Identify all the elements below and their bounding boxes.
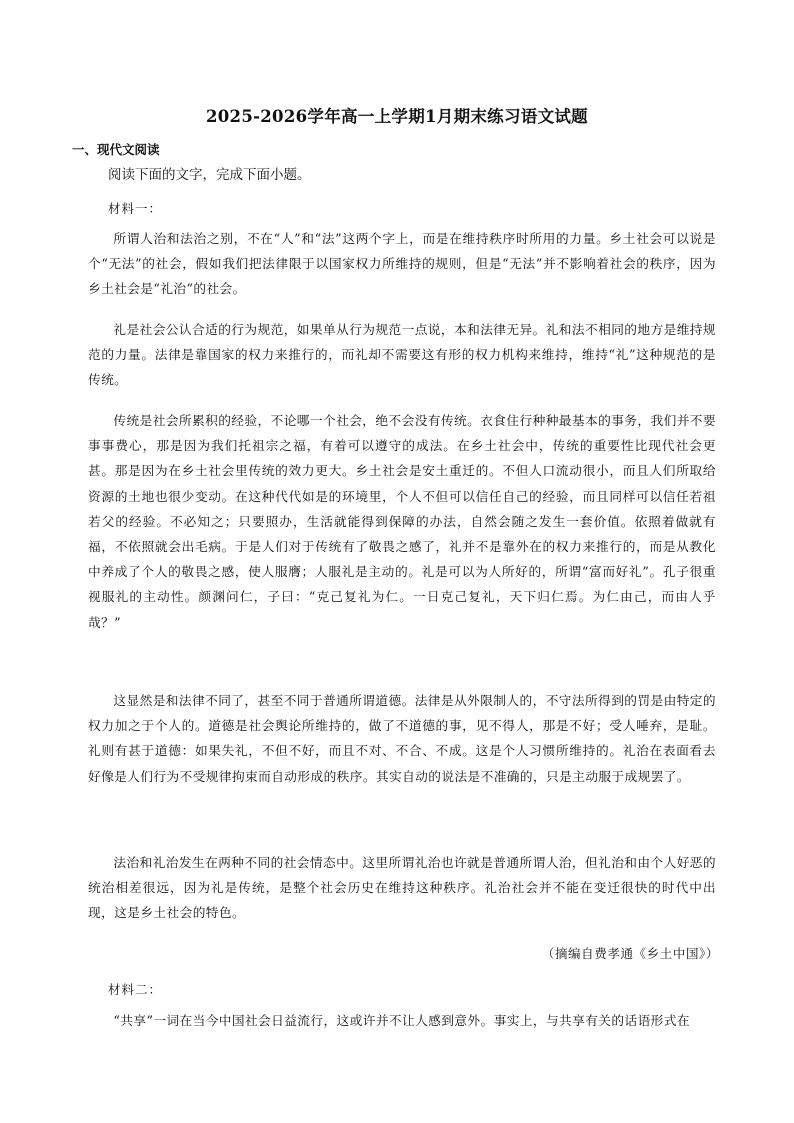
material-two-label: 材料二： xyxy=(108,982,163,997)
material-one-paragraph-1: 所谓人治和法治之别，不在“人”和“法”这两个字上，而是在维持秩序时所用的力量。乡土社会可以说是个“无法”的社会，假如我们把法律限于以国家权力所维持的规则，但是“无法”并不影响着社会的秩序，因为乡土社会是“礼治”的社会。 xyxy=(88,231,716,297)
material-one-paragraph-4: 这显然是和法律不同了，甚至不同于普通所谓道德。法律是从外限制人的，不守法所得到的罚是由特定的权力加之于个人的。道德是社会舆论所维持的，做了不道德的事，见不得人，那是不好；受人唾弃，是耻。礼则有甚于道德：如果失礼，不但不好，而且不对、不合、不成。这是个人习惯所维持的。礼治在表面看去好像是人们行为不受规律拘束而自动形成的秩序。其实自动的说法是不准确的，只是主动服于成规罢了。 xyxy=(88,693,716,784)
section-heading: 一、现代文阅读 xyxy=(72,142,160,157)
material-one-paragraph-2: 礼是社会公认合适的行为规范，如果单从行为规范一点说，本和法律无异。礼和法不相同的地方是维持规范的力量。法律是靠国家的权力来推行的，而礼却不需要这有形的权力机构来维持，维持“礼”这种规范的是传统。 xyxy=(88,322,716,388)
reading-instruction: 阅读下面的文字，完成下面小题。 xyxy=(108,167,311,183)
material-one-label: 材料一： xyxy=(108,201,163,216)
material-one-paragraph-3: 传统是社会所累积的经验，不论哪一个社会，绝不会没有传统。衣食住行种种最基本的事务，我们并不要事事费心，那是因为我们托祖宗之福，有着可以遵守的成法。在乡土社会中，传统的重要性比现代社会更甚。那是因为在乡土社会里传统的效力更大。乡土社会是安土重迁的。不但人口流动很小，而且人们所取给资源的土地也很少变动。在这种代代如是的环境里，个人不但可以信任自己的经验，而且同样可以信任若祖若父的经验。不必知之；只要照办，生活就能得到保障的办法，自然会随之发生一套价值。依照着做就有福，不依照就会出毛病。于是人们对于传统有了敬畏之感了，礼并不是靠外在的权力来推行的，而是从教化中养成了个人的敬畏之感，使人服膺；人服礼是主动的。礼是可以为人所好的，所谓“富而好礼”。孔子很重视服礼的主动性。颜渊问仁，子曰：“克己复礼为仁。一日克己复礼，天下归仁焉。为仁由己，而由人乎哉？” xyxy=(88,413,716,630)
page-title: 2025-2026学年高一上学期1月期末练习语文试题 xyxy=(206,107,588,126)
material-one-paragraph-5: 法治和礼治发生在两种不同的社会情态中。这里所谓礼治也许就是普通所谓人治，但礼治和由个人好恶的统治相差很远，因为礼是传统，是整个社会历史在维持这种秩序。礼治社会并不能在变迁很快的时代中出现，这是乡土社会的特色。 xyxy=(88,855,716,921)
material-two-paragraph-1: “共享”一词在当今中国社会日益流行，这或许并不让人感到意外。事实上，与共享有关的话语形式在 xyxy=(113,1013,690,1028)
material-one-source: （摘编自费孝通《乡土中国》） xyxy=(541,946,719,961)
